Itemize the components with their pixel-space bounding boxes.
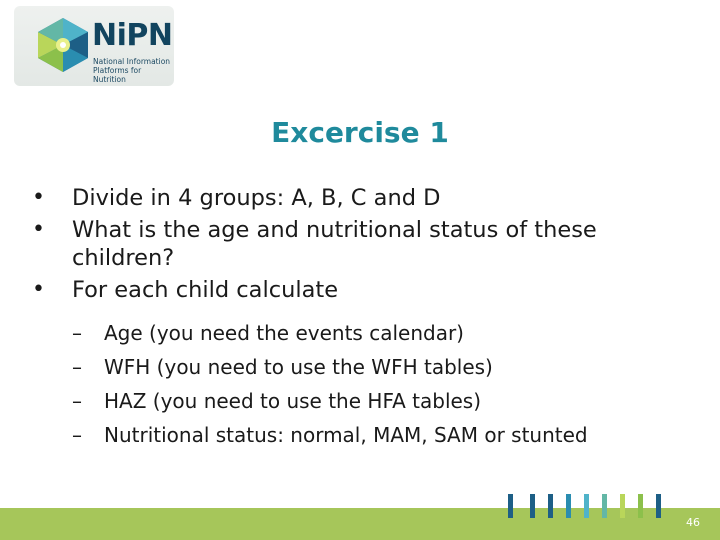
- bullet-text: For each child calculate: [72, 277, 339, 303]
- sub-list: [32, 316, 692, 452]
- bullet-dot: •: [32, 217, 45, 242]
- slide-title: Excercise 1: [271, 116, 449, 149]
- logo: [14, 6, 174, 86]
- page-number: 46: [686, 516, 700, 529]
- sub-text: Age (you need the events calendar): [104, 321, 464, 345]
- sub-dash: –: [72, 389, 82, 413]
- sub-item: [72, 418, 692, 452]
- sub-text: HAZ (you need to use the HFA tables): [104, 389, 482, 413]
- nipn-logo-icon: [34, 16, 92, 74]
- bullet-dot: •: [32, 277, 45, 302]
- sub-dash: –: [72, 355, 82, 379]
- logo-tagline-line: Platforms for Nutrition: [93, 66, 142, 84]
- logo-name: NiPN: [92, 18, 173, 53]
- bullet-item: [32, 276, 692, 304]
- sub-item: [72, 350, 692, 384]
- sub-dash: –: [72, 423, 82, 447]
- sub-item: [72, 384, 692, 418]
- sub-dash: –: [72, 321, 82, 345]
- bullet-list: [32, 184, 692, 452]
- sub-item: [72, 316, 692, 350]
- logo-tagline: [93, 57, 173, 84]
- sub-text: WFH (you need to use the WFH tables): [104, 355, 493, 379]
- sub-text: Nutritional status: normal, MAM, SAM or stunted: [104, 423, 588, 447]
- bullet-dot: •: [32, 185, 45, 210]
- bullet-text: What is the age and nutritional status of these children?: [72, 217, 597, 271]
- bullet-item: [32, 184, 692, 212]
- bullet-text: Divide in 4 groups: A, B, C and D: [72, 185, 441, 211]
- decorative-bars-icon: [508, 492, 668, 522]
- logo-tagline-line: National Information: [93, 57, 171, 66]
- bullet-item: [32, 216, 692, 272]
